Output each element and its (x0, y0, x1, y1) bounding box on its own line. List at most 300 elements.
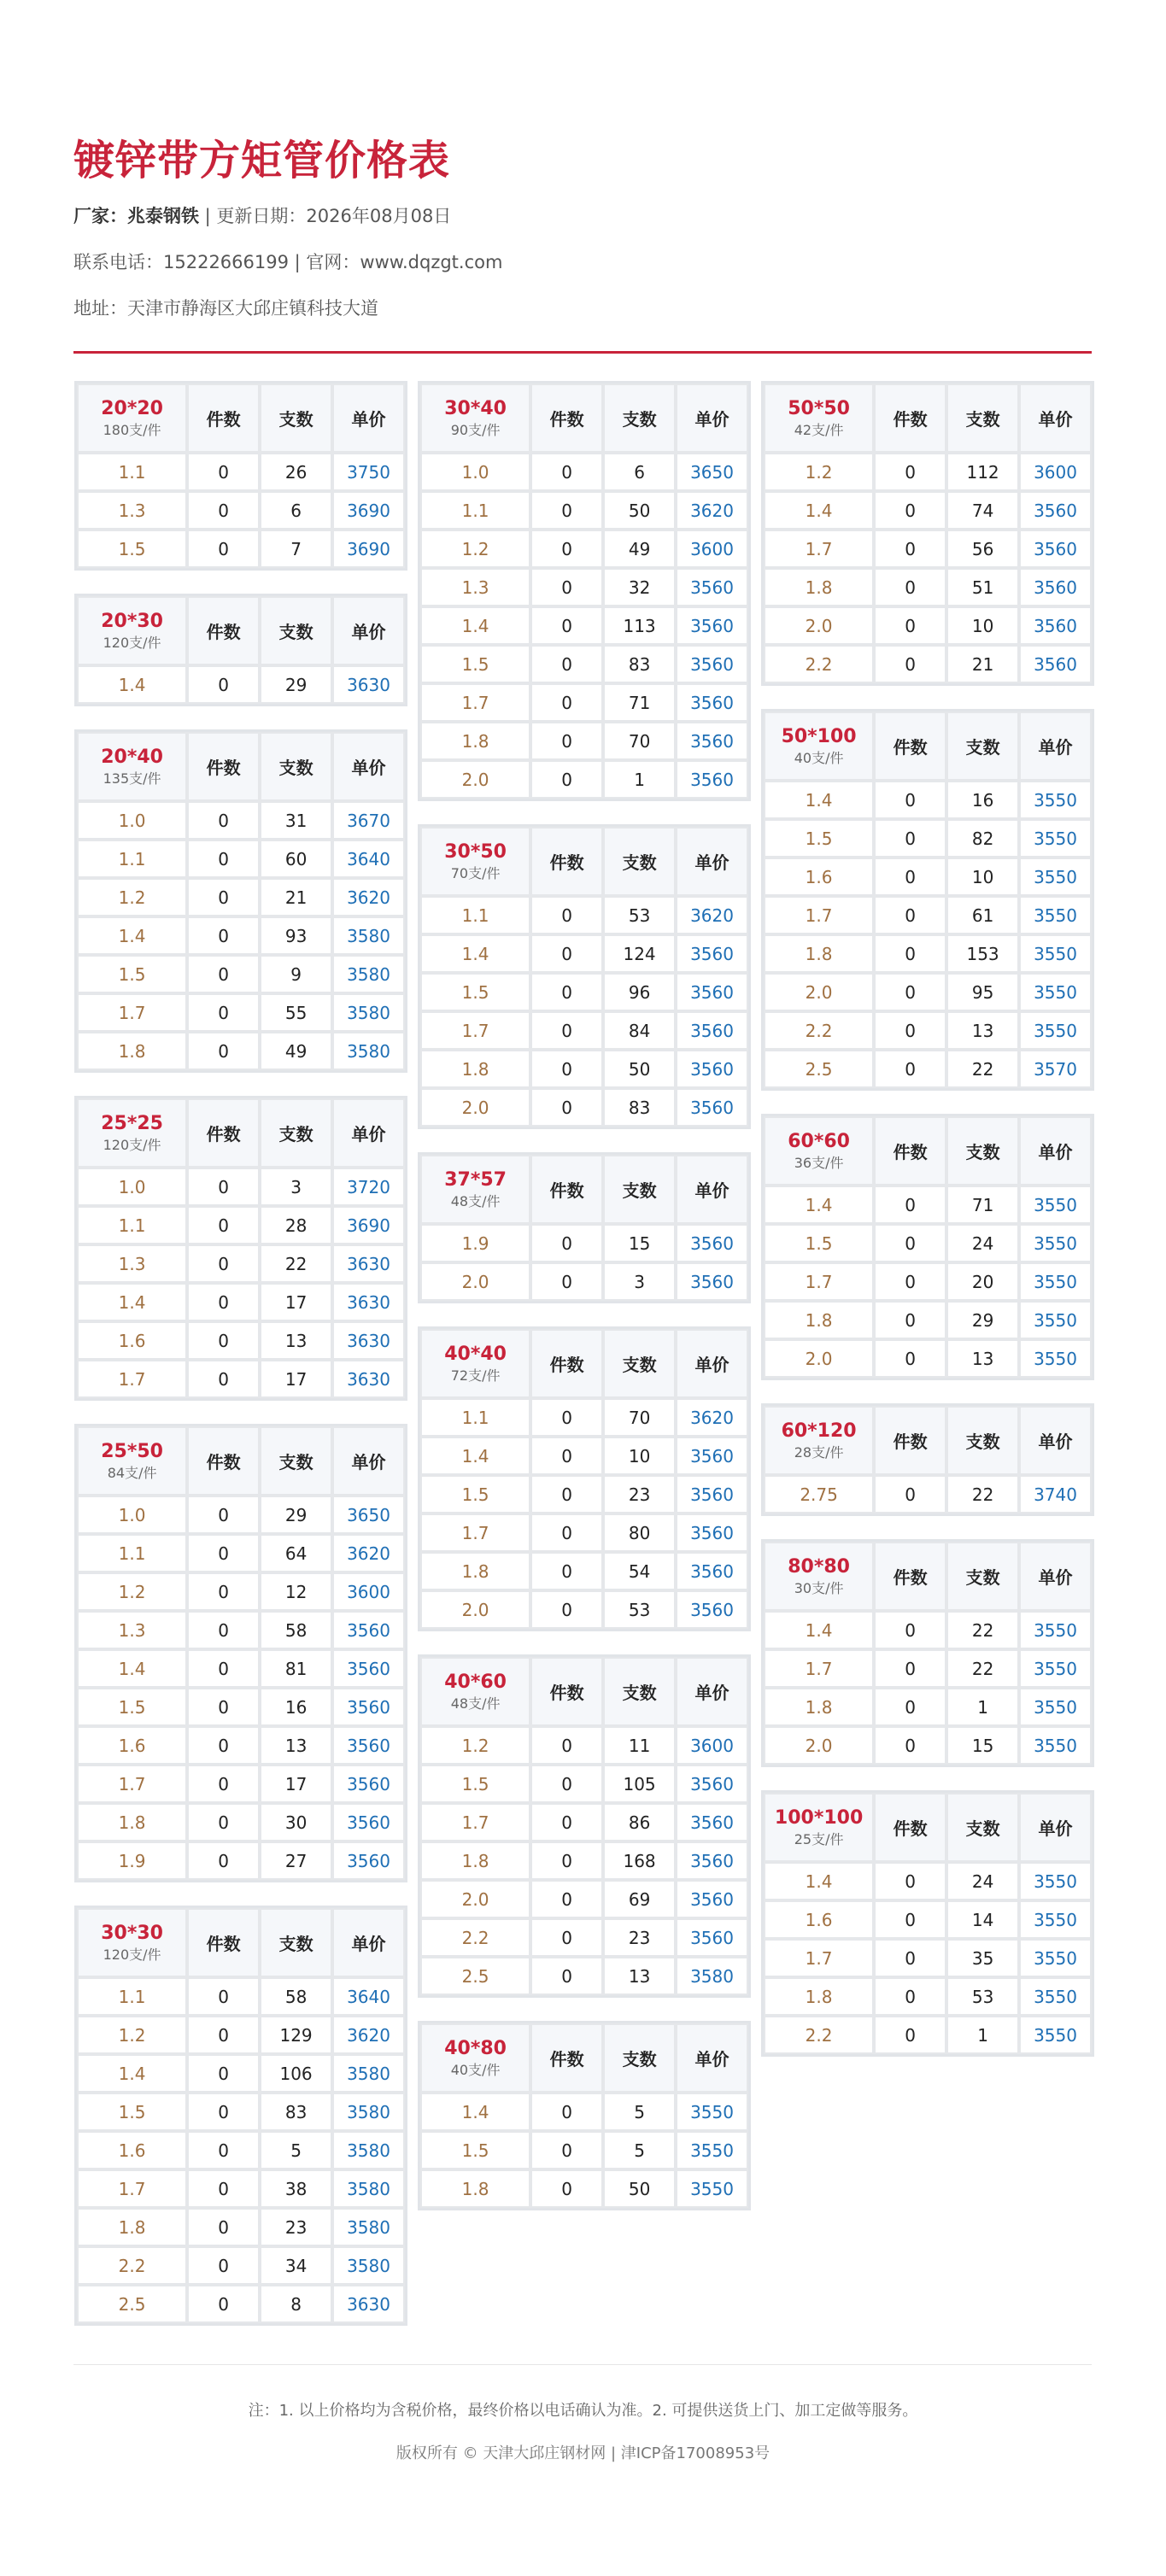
count-cell: 58 (260, 1977, 332, 2016)
thickness-cell: 1.6 (77, 2131, 187, 2169)
thickness-cell: 1.4 (77, 2054, 187, 2093)
table-row (77, 2246, 405, 2285)
count-cell: 53 (603, 1590, 676, 1629)
pieces-cell: 0 (530, 645, 603, 683)
count-header: 支数 (260, 596, 332, 665)
table-row (420, 1437, 748, 1475)
price-cell: 3630 (332, 1360, 405, 1398)
table-row (77, 1611, 405, 1649)
pieces-cell: 0 (530, 606, 603, 645)
thickness-cell: 1.4 (764, 491, 874, 530)
pieces-cell: 0 (187, 1611, 260, 1649)
count-header: 支数 (603, 2023, 676, 2093)
spec-header (420, 383, 530, 453)
header-row (764, 1793, 1092, 1862)
pieces-cell: 0 (187, 1321, 260, 1360)
table-row (764, 1977, 1092, 2016)
count-cell: 70 (603, 722, 676, 760)
price-cell: 3560 (676, 1050, 748, 1088)
count-cell: 105 (603, 1765, 676, 1803)
price-table-body (420, 1398, 748, 1629)
price-cell: 3560 (676, 1841, 748, 1880)
thickness-cell: 1.6 (764, 858, 874, 896)
pieces-header: 件数 (530, 1329, 603, 1398)
thickness-cell: 2.2 (420, 1918, 530, 1957)
thickness-cell: 1.7 (77, 2169, 187, 2208)
table-row (420, 1475, 748, 1513)
thickness-cell: 2.2 (77, 2246, 187, 2285)
price-cell: 3560 (1019, 491, 1092, 530)
pieces-cell: 0 (530, 1726, 603, 1765)
price-cell: 3550 (1019, 934, 1092, 973)
price-cell: 3560 (332, 1726, 405, 1765)
table-row (764, 491, 1092, 530)
spec-header (420, 1657, 530, 1726)
count-cell: 83 (603, 1088, 676, 1127)
price-cell: 3560 (1019, 645, 1092, 683)
header-row (764, 711, 1092, 781)
pieces-cell: 0 (530, 1957, 603, 1995)
count-header: 支数 (260, 1098, 332, 1168)
pieces-cell: 0 (530, 760, 603, 799)
thickness-cell: 1.8 (764, 1688, 874, 1726)
count-cell: 24 (946, 1862, 1019, 1900)
count-cell: 29 (946, 1301, 1019, 1339)
price-cell: 3600 (676, 530, 748, 568)
price-column-3 (761, 381, 1094, 2080)
price-table-body (420, 453, 748, 799)
thickness-cell: 2.0 (764, 606, 874, 645)
count-cell: 53 (946, 1977, 1019, 2016)
spec-size: 80*80 (788, 1555, 850, 1578)
thickness-cell: 1.5 (420, 973, 530, 1011)
pack-count: 120支/件 (103, 634, 161, 651)
pieces-cell: 0 (187, 2054, 260, 2093)
price-header: 单价 (332, 383, 405, 453)
count-cell: 60 (260, 840, 332, 878)
pieces-cell: 0 (530, 1224, 603, 1262)
pieces-cell: 0 (874, 530, 946, 568)
price-table-body (764, 781, 1092, 1088)
thickness-cell: 1.7 (420, 1803, 530, 1841)
count-header: 支数 (946, 1406, 1019, 1475)
thickness-cell: 1.4 (764, 781, 874, 819)
thickness-cell: 1.5 (77, 1688, 187, 1726)
pack-count: 135支/件 (103, 770, 161, 787)
price-cell: 3550 (1019, 819, 1092, 858)
thickness-cell: 1.1 (420, 491, 530, 530)
price-cell: 3560 (676, 1552, 748, 1590)
price-table-body (764, 1475, 1092, 1513)
pieces-cell: 0 (874, 1301, 946, 1339)
count-cell: 27 (260, 1841, 332, 1880)
price-cell: 3560 (676, 1590, 748, 1629)
pieces-cell: 0 (874, 568, 946, 606)
pack-count: 36支/件 (794, 1154, 844, 1171)
count-header: 支数 (946, 1793, 1019, 1862)
price-cell: 3550 (676, 2169, 748, 2208)
table-row (764, 858, 1092, 896)
price-cell: 3550 (1019, 1611, 1092, 1649)
table-row (764, 1939, 1092, 1977)
table-row (77, 2208, 405, 2246)
spec-header (764, 1116, 874, 1186)
spec-header (77, 1098, 187, 1168)
price-table-body (77, 1496, 405, 1880)
thickness-cell: 1.7 (77, 1765, 187, 1803)
header-row (764, 1542, 1092, 1611)
thickness-cell: 1.4 (77, 1283, 187, 1321)
table-row (77, 955, 405, 993)
table-row (77, 1283, 405, 1321)
price-header: 单价 (676, 1155, 748, 1224)
price-cell: 3690 (332, 1206, 405, 1244)
table-row (77, 1726, 405, 1765)
thickness-cell: 2.0 (420, 760, 530, 799)
table-row (420, 2131, 748, 2169)
price-cell: 3580 (332, 1032, 405, 1070)
price-table-head (764, 1542, 1092, 1611)
pieces-cell: 0 (187, 2246, 260, 2285)
pieces-cell: 0 (874, 1262, 946, 1301)
header-row (420, 827, 748, 896)
thickness-cell: 1.4 (420, 934, 530, 973)
thickness-cell: 2.0 (420, 1088, 530, 1127)
pieces-cell: 0 (530, 1262, 603, 1301)
thickness-cell: 1.5 (764, 1224, 874, 1262)
contact-line: 联系电话：15222666199 | 官网：www.dqzgt.com (73, 252, 503, 272)
spec-header (764, 1793, 874, 1862)
price-column-1 (74, 381, 407, 2349)
table-row (77, 1244, 405, 1283)
count-cell: 56 (946, 530, 1019, 568)
table-row (420, 1552, 748, 1590)
thickness-cell: 1.8 (77, 1032, 187, 1070)
count-header: 支数 (603, 827, 676, 896)
pieces-header: 件数 (874, 383, 946, 453)
thickness-cell: 1.1 (77, 453, 187, 491)
count-header: 支数 (260, 1908, 332, 1977)
table-row (764, 1224, 1092, 1262)
count-cell: 7 (260, 530, 332, 568)
price-cell: 3630 (332, 1244, 405, 1283)
count-cell: 22 (946, 1475, 1019, 1513)
thickness-cell: 1.1 (77, 1206, 187, 1244)
count-cell: 83 (260, 2093, 332, 2131)
table-row (764, 1186, 1092, 1224)
price-column-2 (418, 381, 751, 2234)
pieces-cell: 0 (874, 1339, 946, 1378)
table-row (77, 1649, 405, 1688)
table-row (764, 1475, 1092, 1513)
count-cell: 93 (260, 916, 332, 955)
count-cell: 3 (260, 1168, 332, 1206)
table-row (77, 1765, 405, 1803)
pieces-cell: 0 (187, 1649, 260, 1688)
table-row (77, 840, 405, 878)
price-cell: 3560 (676, 568, 748, 606)
price-table (74, 381, 407, 571)
price-header: 单价 (676, 827, 748, 896)
pieces-cell: 0 (530, 1841, 603, 1880)
thickness-cell: 1.4 (764, 1186, 874, 1224)
spec-header (420, 1329, 530, 1398)
thickness-cell: 1.7 (764, 896, 874, 934)
pieces-header: 件数 (187, 596, 260, 665)
table-row (77, 1977, 405, 2016)
price-header: 单价 (332, 732, 405, 801)
pieces-cell: 0 (874, 1224, 946, 1262)
thickness-cell: 2.0 (764, 973, 874, 1011)
price-cell: 3550 (1019, 1939, 1092, 1977)
count-cell: 10 (946, 606, 1019, 645)
count-header: 支数 (260, 1426, 332, 1496)
table-row (420, 683, 748, 722)
price-cell: 3630 (332, 2285, 405, 2323)
table-row (77, 665, 405, 704)
maker-label: 厂家： (73, 206, 127, 226)
table-row (420, 1726, 748, 1765)
table-row (420, 568, 748, 606)
price-header: 单价 (1019, 1793, 1092, 1862)
count-cell: 50 (603, 491, 676, 530)
maker-name: 兆泰钢铁 (127, 206, 199, 226)
spec-header (420, 1155, 530, 1224)
count-cell: 26 (260, 453, 332, 491)
header-divider (73, 351, 1092, 354)
count-cell: 16 (946, 781, 1019, 819)
pack-count: 48支/件 (450, 1695, 501, 1712)
price-cell: 3560 (1019, 530, 1092, 568)
thickness-cell: 2.5 (764, 1050, 874, 1088)
count-cell: 1 (946, 2016, 1019, 2054)
price-cell: 3640 (332, 1977, 405, 2016)
pieces-cell: 0 (530, 2131, 603, 2169)
count-cell: 10 (603, 1437, 676, 1475)
price-table (418, 1152, 751, 1303)
table-row (764, 2016, 1092, 2054)
price-table (418, 824, 751, 1129)
table-row (764, 934, 1092, 973)
count-header: 支数 (946, 711, 1019, 781)
spec-size: 25*25 (101, 1112, 163, 1134)
thickness-cell: 1.8 (764, 568, 874, 606)
table-row (420, 2169, 748, 2208)
pieces-cell: 0 (874, 1977, 946, 2016)
pieces-header: 件数 (530, 827, 603, 896)
table-row (764, 568, 1092, 606)
price-cell: 3580 (332, 2246, 405, 2285)
price-cell: 3580 (676, 1957, 748, 1995)
thickness-cell: 1.7 (420, 683, 530, 722)
thickness-cell: 1.5 (420, 1765, 530, 1803)
price-cell: 3560 (676, 1475, 748, 1513)
table-row (764, 973, 1092, 1011)
header-row (764, 383, 1092, 453)
count-cell: 53 (603, 896, 676, 934)
thickness-cell: 1.9 (420, 1224, 530, 1262)
pieces-cell: 0 (187, 2093, 260, 2131)
price-cell: 3620 (332, 878, 405, 916)
pieces-cell: 0 (187, 840, 260, 878)
price-cell: 3560 (676, 1011, 748, 1050)
count-cell: 49 (603, 530, 676, 568)
maker-line (73, 193, 1092, 239)
price-table-body (77, 801, 405, 1070)
pieces-cell: 0 (187, 955, 260, 993)
pieces-cell: 0 (530, 1088, 603, 1127)
count-cell: 22 (260, 1244, 332, 1283)
pieces-cell: 0 (530, 1803, 603, 1841)
thickness-cell: 1.5 (420, 2131, 530, 2169)
table-row (77, 453, 405, 491)
pieces-cell: 0 (530, 934, 603, 973)
price-table (418, 2021, 751, 2210)
price-table-body (420, 2093, 748, 2208)
thickness-cell: 1.8 (77, 2208, 187, 2246)
page-header (73, 128, 1092, 331)
thickness-cell: 2.75 (764, 1475, 874, 1513)
price-table-head (420, 1329, 748, 1398)
price-cell: 3560 (1019, 568, 1092, 606)
table-row (764, 1688, 1092, 1726)
thickness-cell: 1.0 (77, 801, 187, 840)
price-cell: 3560 (332, 1765, 405, 1803)
spec-header (764, 1406, 874, 1475)
price-cell: 3600 (332, 1572, 405, 1611)
count-cell: 12 (260, 1572, 332, 1611)
count-cell: 51 (946, 568, 1019, 606)
price-cell: 3620 (676, 1398, 748, 1437)
thickness-cell: 1.2 (420, 1726, 530, 1765)
pieces-cell: 0 (187, 2169, 260, 2208)
spec-size: 40*60 (444, 1671, 507, 1693)
pieces-cell: 0 (187, 453, 260, 491)
count-cell: 24 (946, 1224, 1019, 1262)
price-cell: 3630 (332, 1283, 405, 1321)
count-cell: 28 (260, 1206, 332, 1244)
thickness-cell: 2.2 (764, 2016, 874, 2054)
price-header: 单价 (1019, 1406, 1092, 1475)
table-row (77, 1321, 405, 1360)
thickness-cell: 1.8 (420, 1050, 530, 1088)
price-table-body (77, 665, 405, 704)
price-cell: 3570 (1019, 1050, 1092, 1088)
count-header: 支数 (603, 1155, 676, 1224)
thickness-cell: 1.8 (420, 2169, 530, 2208)
thickness-cell: 1.3 (77, 1611, 187, 1649)
price-header: 单价 (1019, 383, 1092, 453)
update-date: | 更新日期：2026年08月08日 (199, 206, 452, 226)
pieces-cell: 0 (874, 1726, 946, 1765)
thickness-cell: 1.8 (764, 934, 874, 973)
spec-size: 40*80 (444, 2037, 507, 2059)
price-cell: 3550 (1019, 1900, 1092, 1939)
table-row (420, 1224, 748, 1262)
count-header: 支数 (603, 1329, 676, 1398)
pieces-cell: 0 (530, 2169, 603, 2208)
price-cell: 3550 (1019, 1726, 1092, 1765)
price-table-head (77, 596, 405, 665)
table-row (420, 1918, 748, 1957)
table-row (420, 1880, 748, 1918)
thickness-cell: 1.9 (77, 1841, 187, 1880)
price-cell: 3560 (676, 1437, 748, 1475)
spec-header (420, 2023, 530, 2093)
thickness-cell: 1.4 (77, 916, 187, 955)
count-cell: 23 (603, 1475, 676, 1513)
count-cell: 13 (946, 1339, 1019, 1378)
pieces-cell: 0 (530, 1880, 603, 1918)
pieces-cell: 0 (874, 934, 946, 973)
thickness-cell: 1.2 (420, 530, 530, 568)
price-header: 单价 (332, 1908, 405, 1977)
pieces-cell: 0 (530, 1918, 603, 1957)
table-row (420, 453, 748, 491)
count-cell: 34 (260, 2246, 332, 2285)
spec-header (764, 383, 874, 453)
pieces-cell: 0 (187, 1206, 260, 1244)
price-cell: 3550 (1019, 973, 1092, 1011)
table-row (420, 1088, 748, 1127)
price-cell: 3550 (1019, 1339, 1092, 1378)
address-line: 地址：天津市静海区大邱庄镇科技大道 (73, 298, 378, 319)
count-cell: 23 (260, 2208, 332, 2246)
thickness-cell: 1.5 (77, 530, 187, 568)
thickness-cell: 1.8 (420, 1841, 530, 1880)
price-cell: 3620 (332, 2016, 405, 2054)
table-row (77, 1803, 405, 1841)
footer-divider (73, 2364, 1092, 2365)
pieces-cell: 0 (874, 2016, 946, 2054)
price-cell: 3690 (332, 491, 405, 530)
count-cell: 106 (260, 2054, 332, 2093)
thickness-cell: 1.1 (420, 896, 530, 934)
price-header: 单价 (676, 1329, 748, 1398)
thickness-cell: 1.6 (77, 1321, 187, 1360)
pieces-cell: 0 (187, 993, 260, 1032)
thickness-cell: 1.3 (420, 568, 530, 606)
count-cell: 3 (603, 1262, 676, 1301)
pieces-cell: 0 (530, 722, 603, 760)
count-cell: 22 (946, 1611, 1019, 1649)
spec-header (77, 596, 187, 665)
table-row (77, 2285, 405, 2323)
table-row (764, 645, 1092, 683)
count-cell: 82 (946, 819, 1019, 858)
count-cell: 22 (946, 1649, 1019, 1688)
table-row (77, 2054, 405, 2093)
count-cell: 35 (946, 1939, 1019, 1977)
pieces-cell: 0 (187, 1726, 260, 1765)
pieces-cell: 0 (530, 973, 603, 1011)
count-cell: 58 (260, 1611, 332, 1649)
thickness-cell: 1.8 (420, 722, 530, 760)
thickness-cell: 1.0 (420, 453, 530, 491)
pieces-cell: 0 (187, 1360, 260, 1398)
thickness-cell: 2.2 (764, 1011, 874, 1050)
pieces-header: 件数 (187, 1908, 260, 1977)
table-row (764, 1050, 1092, 1088)
price-table-body (77, 1977, 405, 2323)
price-header: 单价 (1019, 1542, 1092, 1611)
price-table-body (764, 453, 1092, 683)
count-cell: 64 (260, 1534, 332, 1572)
pieces-cell: 0 (530, 453, 603, 491)
pieces-cell: 0 (874, 819, 946, 858)
count-cell: 6 (603, 453, 676, 491)
price-table (761, 381, 1094, 686)
